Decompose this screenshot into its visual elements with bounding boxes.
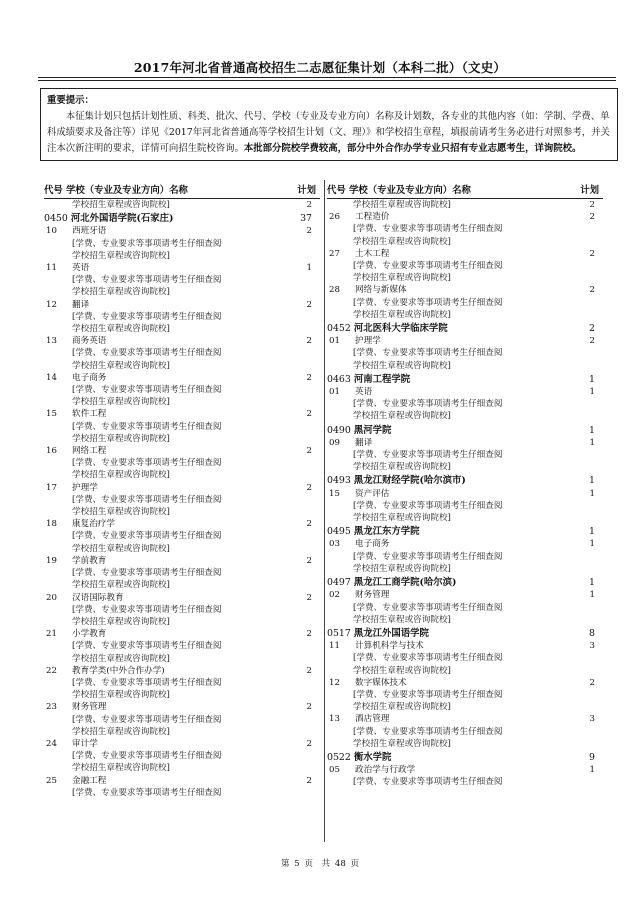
plan-count: 8 [589, 627, 595, 639]
note-text: [学费、专业要求等事项请考生仔细查阅 [72, 311, 222, 322]
note-text: 学校招生章程或咨询院校] [353, 273, 451, 284]
note-text: 学校招生章程或咨询院校] [72, 324, 170, 335]
major-code: 11 [329, 641, 340, 652]
note-row [327, 563, 603, 575]
note-text: [学费、专业要求等事项请考生仔细查阅 [353, 551, 503, 562]
major-name: 电子商务 [72, 372, 107, 383]
note-text: 学校招生章程或咨询院校] [72, 507, 170, 518]
major-name: 金融工程 [72, 775, 107, 786]
note-text: 学校招生章程或咨询院校] [72, 653, 170, 664]
plan-count: 1 [589, 765, 595, 776]
major-name: 汉语国际教育 [72, 592, 124, 603]
major-row [44, 262, 320, 274]
note-row [44, 250, 320, 262]
plan-count: 2 [306, 629, 312, 640]
note-row [44, 750, 320, 762]
major-row [44, 299, 320, 311]
note-row [327, 665, 603, 677]
note-text: 学校招生章程或咨询院校] [353, 702, 451, 713]
major-row [44, 701, 320, 713]
plan-count: 2 [306, 482, 312, 493]
major-code: 09 [329, 437, 340, 448]
note-text: [学费、专业要求等事项请考生仔细查阅 [72, 751, 222, 762]
plan-count: 2 [306, 226, 312, 237]
note-row [44, 469, 320, 481]
note-row [44, 762, 320, 774]
plan-count: 2 [306, 336, 312, 347]
notice-body-text: 本征集计划只包括计划性质、科类、批次、代号、学校（专业及专业方向）名称及计划数，各专业的其他内容（如：学制、学费、单科成绩要求及备注等）详见《2017年河北省普通高等学校招生计划（文、理）》和学校招生章程，填报前请考生务必进行对照参考，并关注本次新注明的要求，详情可向招生院校咨询。 [47, 111, 610, 154]
note-text: 学校招生章程或咨询院校] [72, 397, 170, 408]
note-text: 学校招生章程或咨询院校] [72, 200, 170, 210]
major-row [327, 589, 603, 601]
major-row [327, 488, 603, 500]
major-name: 翻译 [355, 437, 373, 448]
note-row [44, 714, 320, 726]
major-name: 资产评估 [355, 488, 390, 499]
major-code: 19 [46, 555, 57, 566]
major-name: 数字媒体技术 [355, 677, 407, 688]
note-row [327, 776, 603, 788]
major-name: 网络工程 [72, 446, 107, 457]
note-row [327, 199, 603, 211]
major-name: 网络与新媒体 [355, 285, 407, 296]
note-row [327, 260, 603, 272]
note-text: 学校招生章程或咨询院校] [353, 738, 451, 749]
major-code: 01 [329, 387, 340, 398]
note-text: 学校招生章程或咨询院校] [72, 250, 170, 261]
school-name: 河北医科大学临床学院 [353, 323, 448, 335]
major-row [327, 248, 603, 260]
note-row [327, 652, 603, 664]
plan-count: 2 [306, 592, 312, 603]
note-text: [学费、专业要求等事项请考生仔细查阅 [353, 777, 503, 788]
plan-count: 2 [306, 519, 312, 530]
school-code: 0452 [327, 323, 351, 335]
header-code: 代号 [44, 185, 63, 196]
plan-count: 1 [589, 539, 595, 550]
major-row [44, 628, 320, 640]
plan-count: 1 [589, 387, 595, 398]
note-row [327, 726, 603, 738]
note-row [44, 726, 320, 738]
major-row [327, 538, 603, 550]
note-row [44, 567, 320, 579]
header-code: 代号 [327, 185, 346, 196]
major-code: 12 [329, 677, 340, 688]
plan-count: 1 [589, 373, 595, 385]
major-name: 康复治疗学 [72, 519, 115, 530]
note-text: 学校招生章程或咨询院校] [353, 309, 451, 320]
note-text: 学校招生章程或咨询院校] [353, 236, 451, 247]
note-text: 学校招生章程或咨询院校] [353, 411, 451, 422]
plan-count: 2 [306, 702, 312, 713]
major-code: 02 [329, 590, 340, 601]
right-column-header [327, 180, 603, 198]
major-row [327, 284, 603, 296]
school-code: 0490 [327, 424, 351, 436]
school-row [327, 526, 603, 538]
school-code: 0497 [327, 577, 351, 589]
note-text: [学费、专业要求等事项请考生仔细查阅 [72, 421, 222, 432]
major-code: 25 [46, 775, 57, 786]
note-row [44, 421, 320, 433]
note-text: 学校招生章程或咨询院校] [353, 563, 451, 574]
major-name: 英语 [72, 263, 90, 274]
school-code: 0522 [327, 751, 351, 763]
school-code: 0463 [327, 373, 351, 385]
major-code: 26 [329, 212, 340, 223]
note-row [327, 461, 603, 473]
note-text: [学费、专业要求等事项请考生仔细查阅 [72, 568, 222, 579]
note-text: [学费、专业要求等事项请考生仔细查阅 [353, 399, 503, 410]
school-name: 黑龙江外国语学院 [353, 627, 429, 639]
major-code: 16 [46, 446, 57, 457]
note-row [44, 506, 320, 518]
major-code: 12 [46, 299, 57, 310]
school-name: 黑龙江东方学院 [353, 526, 420, 538]
major-code: 05 [329, 765, 340, 776]
header-school: 学校（专业及专业方向）名称 [349, 185, 471, 196]
major-row [44, 482, 320, 494]
plan-count: 1 [589, 526, 595, 538]
plan-count: 2 [306, 738, 312, 749]
note-text: 学校招生章程或咨询院校] [72, 580, 170, 591]
title-rule-bottom [38, 80, 616, 81]
notice-text [47, 109, 611, 157]
school-name: 黑龙江财经学院(哈尔滨市) [353, 475, 466, 487]
left-column-header [44, 180, 320, 198]
major-code: 03 [329, 539, 340, 550]
major-code: 13 [46, 336, 57, 347]
plan-count: 2 [589, 212, 595, 223]
major-row [327, 677, 603, 689]
note-text: [学费、专业要求等事项请考生仔细查阅 [353, 224, 503, 235]
note-text: [学费、专业要求等事项请考生仔细查阅 [72, 787, 222, 798]
major-row [327, 335, 603, 347]
note-row [327, 272, 603, 284]
note-text: [学费、专业要求等事项请考生仔细查阅 [353, 348, 503, 359]
major-code: 22 [46, 665, 57, 676]
note-text: [学费、专业要求等事项请考生仔细查阅 [353, 653, 503, 664]
note-row [327, 360, 603, 372]
note-text: 学校招生章程或咨询院校] [72, 470, 170, 481]
plan-count: 2 [306, 446, 312, 457]
major-row [44, 335, 320, 347]
note-text: [学费、专业要求等事项请考生仔细查阅 [72, 604, 222, 615]
plan-count: 1 [589, 590, 595, 601]
major-name: 酒店管理 [355, 714, 390, 725]
school-name: 河北外国语学院(石家庄) [70, 213, 174, 225]
page-title: 2017年河北省普通高校招生二志愿征集计划（本科二批）（文史） [133, 60, 507, 75]
major-row [327, 713, 603, 725]
major-code: 23 [46, 702, 57, 713]
major-name: 财务管理 [355, 590, 390, 601]
note-text: [学费、专业要求等事项请考生仔细查阅 [353, 500, 503, 511]
major-name: 护理学 [72, 482, 98, 493]
plan-count: 2 [589, 336, 595, 347]
note-text: 学校招生章程或咨询院校] [72, 763, 170, 774]
note-row [44, 604, 320, 616]
header-school: 学校（专业及专业方向）名称 [66, 185, 188, 196]
note-row [327, 347, 603, 359]
school-row [327, 628, 603, 640]
plan-count: 2 [306, 409, 312, 420]
column-divider [324, 180, 325, 842]
major-row [327, 764, 603, 776]
major-code: 13 [329, 714, 340, 725]
plan-count: 37 [300, 213, 312, 225]
note-row [327, 500, 603, 512]
note-text: 学校招生章程或咨询院校] [72, 726, 170, 737]
note-row [327, 410, 603, 422]
note-row [44, 494, 320, 506]
major-name: 土木工程 [355, 248, 390, 259]
right-rows [327, 199, 603, 789]
note-text: 学校招生章程或咨询院校] [72, 616, 170, 627]
school-row [327, 323, 603, 335]
note-row [44, 677, 320, 689]
major-code: 27 [329, 248, 340, 259]
note-row [44, 323, 320, 335]
note-row [327, 398, 603, 410]
note-row [327, 449, 603, 461]
note-row [44, 433, 320, 445]
major-name: 财务管理 [72, 702, 107, 713]
note-row [44, 579, 320, 591]
header-plan: 计划 [580, 185, 599, 196]
note-row [44, 311, 320, 323]
school-row [327, 425, 603, 437]
plan-count: 2 [589, 285, 595, 296]
major-row [44, 665, 320, 677]
note-row [327, 223, 603, 235]
plan-count: 2 [306, 200, 312, 210]
note-row [44, 616, 320, 628]
notice-emphasis: 本批部分院校学费较高，部分中外合作办学专业只招有专业志愿考生，详询院校。 [243, 143, 582, 154]
notice-heading: 重要提示： [47, 95, 94, 106]
school-name: 黑河学院 [353, 424, 392, 436]
plan-count: 2 [306, 775, 312, 786]
major-code: 21 [46, 629, 57, 640]
note-text: 学校招生章程或咨询院校] [353, 200, 451, 210]
major-name: 小学教育 [72, 629, 107, 640]
note-text: 学校招生章程或咨询院校] [353, 665, 451, 676]
note-text: [学费、专业要求等事项请考生仔细查阅 [353, 297, 503, 308]
major-name: 西班牙语 [72, 226, 107, 237]
major-code: 24 [46, 738, 57, 749]
note-text: 学校招生章程或咨询院校] [353, 513, 451, 524]
note-text: [学费、专业要求等事项请考生仔细查阅 [72, 641, 222, 652]
title-rule-top [38, 77, 616, 78]
note-text: [学费、专业要求等事项请考生仔细查阅 [353, 450, 503, 461]
plan-count: 3 [589, 641, 595, 652]
major-name: 学前教育 [72, 555, 107, 566]
plan-count: 2 [589, 200, 595, 210]
note-text: 学校招生章程或咨询院校] [72, 543, 170, 554]
note-row [44, 199, 320, 211]
note-row [44, 360, 320, 372]
major-row [44, 408, 320, 420]
school-name: 衡水学院 [353, 751, 392, 763]
note-text: [学费、专业要求等事项请考生仔细查阅 [72, 677, 222, 688]
major-code: 17 [46, 482, 57, 493]
school-name: 河南工程学院 [353, 373, 411, 385]
major-name: 软件工程 [72, 409, 107, 420]
note-text: [学费、专业要求等事项请考生仔细查阅 [72, 348, 222, 359]
major-code: 15 [46, 409, 57, 420]
major-row [327, 437, 603, 449]
major-name: 护理学 [355, 336, 381, 347]
left-rows [44, 199, 320, 799]
major-name: 工程造价 [355, 212, 390, 223]
major-name: 商务英语 [72, 336, 107, 347]
plan-count: 2 [589, 323, 595, 335]
note-text: [学费、专业要求等事项请考生仔细查阅 [72, 238, 222, 249]
note-row [327, 551, 603, 563]
note-row [327, 236, 603, 248]
school-code: 0450 [44, 213, 68, 225]
plan-count: 2 [306, 372, 312, 383]
note-row [327, 614, 603, 626]
major-row [44, 592, 320, 604]
note-text: [学费、专业要求等事项请考生仔细查阅 [72, 714, 222, 725]
major-row [44, 775, 320, 787]
note-text: [学费、专业要求等事项请考生仔细查阅 [72, 275, 222, 286]
note-row [44, 238, 320, 250]
plan-count: 2 [306, 555, 312, 566]
note-row [44, 689, 320, 701]
major-name: 电子商务 [355, 539, 390, 550]
note-text: 学校招生章程或咨询院校] [353, 614, 451, 625]
note-row [327, 602, 603, 614]
note-row [44, 286, 320, 298]
note-row [327, 701, 603, 713]
school-code: 0495 [327, 526, 351, 538]
note-row [327, 512, 603, 524]
school-name: 黑龙江工商学院(哈尔滨) [353, 577, 457, 589]
school-code: 0493 [327, 475, 351, 487]
major-name: 翻译 [72, 299, 90, 310]
major-row [44, 738, 320, 750]
notice-box [40, 88, 618, 161]
page-footer: 第 5 页 共 48 页 [280, 859, 360, 869]
note-row [44, 530, 320, 542]
note-row [327, 309, 603, 321]
major-code: 14 [46, 372, 57, 383]
right-column [327, 180, 603, 789]
note-row [44, 640, 320, 652]
note-row [327, 297, 603, 309]
plan-count: 3 [589, 714, 595, 725]
major-name: 计算机科学与技术 [355, 641, 424, 652]
major-row [44, 445, 320, 457]
school-row [327, 752, 603, 764]
major-code: 15 [329, 488, 340, 499]
note-row [44, 457, 320, 469]
major-row [44, 372, 320, 384]
plan-count: 9 [589, 751, 595, 763]
plan-count: 1 [589, 475, 595, 487]
major-name: 政治学与行政学 [355, 765, 416, 776]
plan-count: 2 [306, 665, 312, 676]
major-row [44, 518, 320, 530]
major-row [44, 225, 320, 237]
note-text: 学校招生章程或咨询院校] [72, 287, 170, 298]
note-text: [学费、专业要求等事项请考生仔细查阅 [353, 602, 503, 613]
note-text: [学费、专业要求等事项请考生仔细查阅 [353, 726, 503, 737]
major-row [44, 555, 320, 567]
note-text: [学费、专业要求等事项请考生仔细查阅 [353, 261, 503, 272]
note-text: 学校招生章程或咨询院校] [72, 360, 170, 371]
note-row [44, 384, 320, 396]
school-row [44, 213, 320, 225]
note-text: 学校招生章程或咨询院校] [72, 433, 170, 444]
plan-count: 1 [589, 488, 595, 499]
note-text: 学校招生章程或咨询院校] [353, 462, 451, 473]
note-text: 学校招生章程或咨询院校] [72, 690, 170, 701]
plan-count: 1 [589, 577, 595, 589]
plan-count: 2 [306, 299, 312, 310]
note-text: 学校招生章程或咨询院校] [353, 360, 451, 371]
note-text: [学费、专业要求等事项请考生仔细查阅 [72, 531, 222, 542]
major-code: 11 [46, 263, 57, 274]
major-row [327, 386, 603, 398]
school-row [327, 577, 603, 589]
note-text: [学费、专业要求等事项请考生仔细查阅 [72, 385, 222, 396]
major-code: 28 [329, 285, 340, 296]
major-code: 18 [46, 519, 57, 530]
note-row [44, 347, 320, 359]
major-code: 20 [46, 592, 57, 603]
left-column [44, 180, 320, 799]
note-row [327, 738, 603, 750]
major-name: 教育学类(中外合作办学) [72, 665, 165, 676]
note-text: [学费、专业要求等事项请考生仔细查阅 [353, 689, 503, 700]
header-plan: 计划 [297, 185, 316, 196]
major-name: 审计学 [72, 738, 98, 749]
plan-count: 2 [589, 248, 595, 259]
note-row [44, 787, 320, 799]
plan-count: 2 [589, 677, 595, 688]
major-code: 10 [46, 226, 57, 237]
school-row [327, 374, 603, 386]
note-text: [学费、专业要求等事项请考生仔细查阅 [72, 494, 222, 505]
major-code: 01 [329, 336, 340, 347]
note-row [44, 396, 320, 408]
school-code: 0517 [327, 627, 351, 639]
note-row [44, 653, 320, 665]
plan-count: 1 [306, 263, 312, 274]
school-row [327, 475, 603, 487]
note-text: [学费、专业要求等事项请考生仔细查阅 [72, 458, 222, 469]
plan-count: 1 [589, 424, 595, 436]
note-row [327, 689, 603, 701]
note-row [44, 543, 320, 555]
major-row [327, 211, 603, 223]
plan-count: 1 [589, 437, 595, 448]
note-row [44, 274, 320, 286]
major-row [327, 640, 603, 652]
major-name: 英语 [355, 387, 373, 398]
